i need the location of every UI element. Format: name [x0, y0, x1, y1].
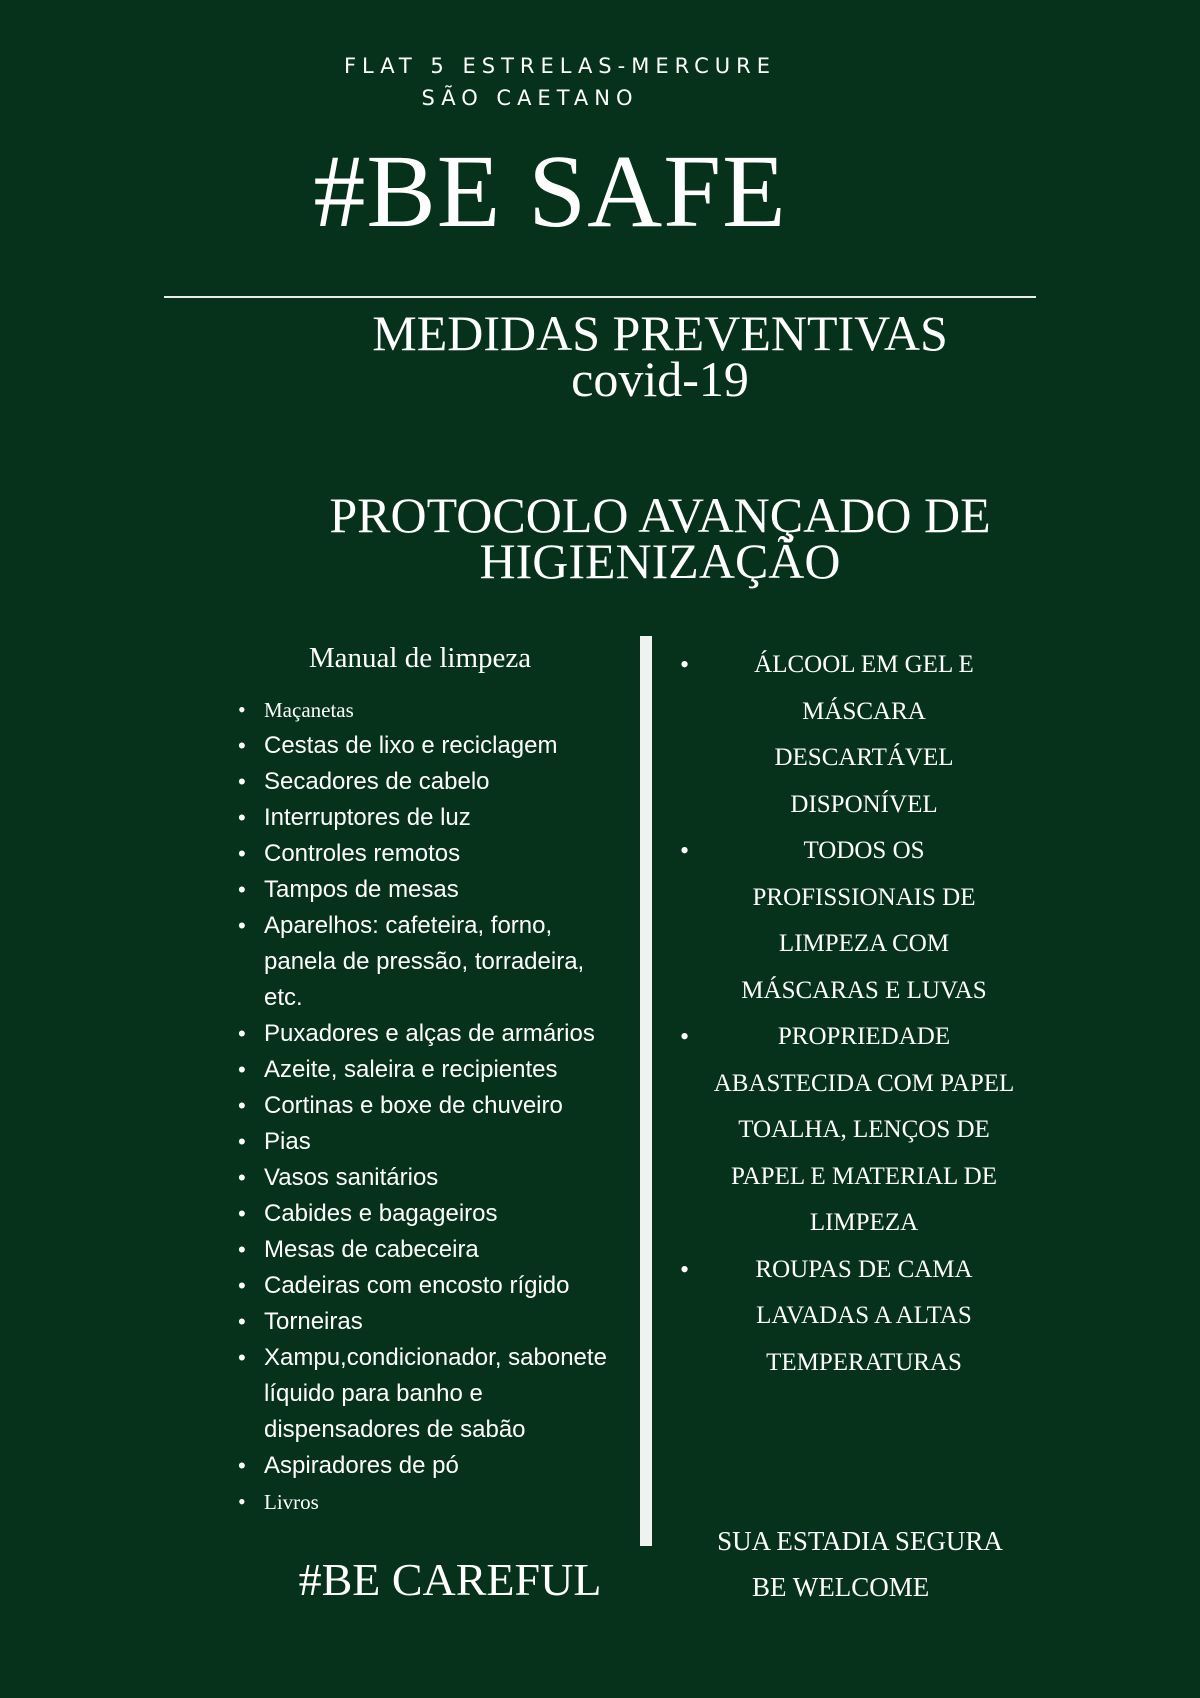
measures-title-line1: MEDIDAS PREVENTIVAS	[372, 305, 948, 361]
closing-line2: BE WELCOME	[752, 1572, 930, 1602]
measures-title-line2: covid-19	[571, 351, 749, 407]
list-item: • Maçanetas	[236, 692, 616, 728]
divider	[164, 296, 1036, 298]
list-item: • Cestas de lixo e reciclagem	[236, 728, 616, 764]
list-item: • Interruptores de luz	[236, 800, 616, 836]
headline: #BE SAFE	[313, 134, 787, 249]
manual-title: Manual de limpeza	[308, 642, 532, 674]
list-item: • Torneiras	[236, 1304, 616, 1340]
list-item: • Secadores de cabelo	[236, 764, 616, 800]
list-item: • Tampos de mesas	[236, 872, 616, 908]
closing-message	[700, 1518, 1020, 1610]
list-item: • Puxadores e alças de armários	[236, 1016, 616, 1052]
column-divider	[640, 636, 652, 1546]
list-item: • Cortinas e boxe de chuveiro	[236, 1088, 616, 1124]
list-item: • Cadeiras com encosto rígido	[236, 1268, 616, 1304]
measures-title	[330, 305, 990, 407]
list-item: • Cabides e bagageiros	[236, 1196, 616, 1232]
protocol-title-line2: HIGIENIZAÇÃO	[479, 533, 841, 589]
measure-item: • TODOS OS PROFISSIONAIS DE LIMPEZA COM MÁSCARAS E LUVAS	[676, 828, 1016, 1014]
list-item: • Aparelhos: cafeteira, forno, panela de pressão, torradeira, etc.	[236, 908, 616, 1016]
measure-item: • PROPRIEDADE ABASTECIDA COM PAPEL TOALHA, LENÇOS DE PAPEL E MATERIAL DE LIMPEZA	[676, 1014, 1016, 1247]
footer-tagline: #BE CAREFUL	[298, 1554, 602, 1605]
brand-location: SÃO CAETANO	[421, 86, 639, 110]
list-item: • Livros	[236, 1484, 616, 1520]
protocol-title-line1: PROTOCOLO AVANÇADO DE	[329, 487, 991, 543]
list-item: • Aspiradores de pó	[236, 1448, 616, 1484]
cleaning-list	[236, 692, 616, 1520]
list-item: • Controles remotos	[236, 836, 616, 872]
brand-name: FLAT 5 ESTRELAS-MERCURE	[343, 54, 777, 78]
list-item: • Azeite, saleira e recipientes	[236, 1052, 616, 1088]
list-item: • Pias	[236, 1124, 616, 1160]
list-item: • Vasos sanitários	[236, 1160, 616, 1196]
protocol-title	[280, 487, 1040, 589]
list-item: • Xampu,condicionador, sabonete líquido para banho e dispensadores de sabão	[236, 1340, 616, 1448]
measure-item: • ROUPAS DE CAMA LAVADAS A ALTAS TEMPERATURAS	[676, 1247, 1016, 1387]
measures-list	[676, 642, 1016, 1386]
measure-item: • ÁLCOOL EM GEL E MÁSCARA DESCARTÁVEL DISPONÍVEL	[676, 642, 1016, 828]
list-item: • Mesas de cabeceira	[236, 1232, 616, 1268]
closing-line1: SUA ESTADIA SEGURA	[717, 1526, 1003, 1556]
